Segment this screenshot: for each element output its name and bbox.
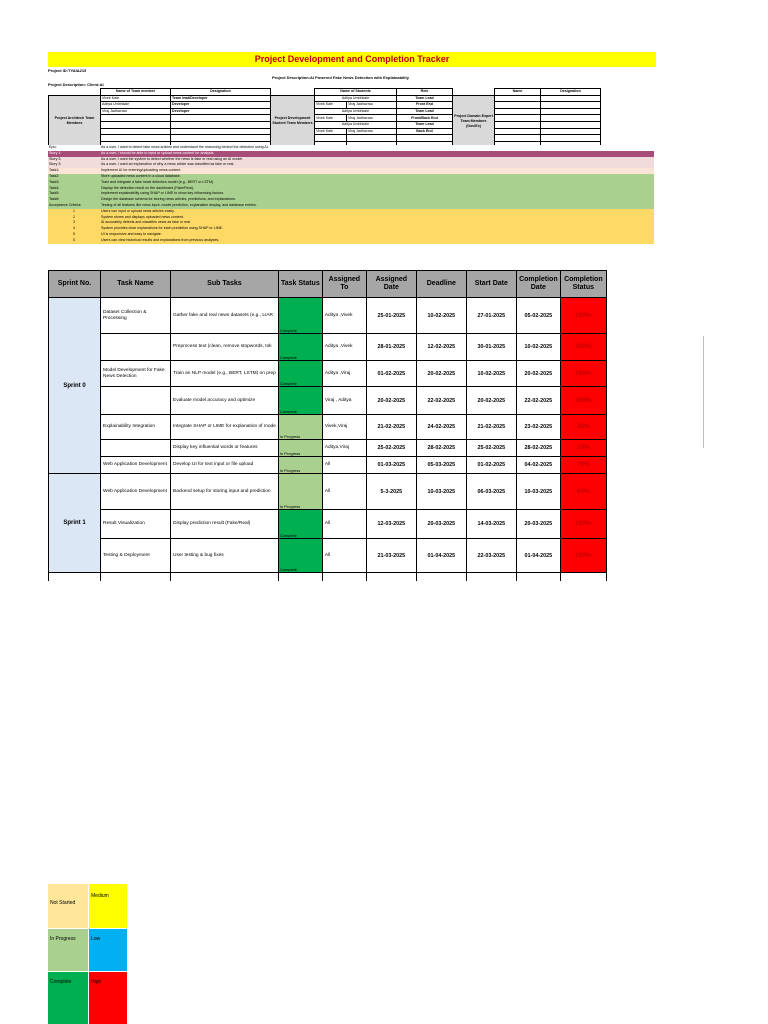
assigned-to: Aditya ,Viraj (322, 361, 366, 387)
divider-line (703, 336, 704, 448)
epic-row-key: Task4: (49, 185, 60, 190)
assigned-to: Aditya ,Vivek (322, 334, 366, 361)
task-name: Explainability Integration (101, 415, 171, 440)
start-date: 27-01-2025 (466, 298, 516, 334)
header-completion-status: Completion Status (560, 271, 606, 298)
expert-designation (541, 128, 601, 135)
student-name: Vivek Kale (315, 102, 347, 109)
empty-cell (171, 573, 279, 581)
team-member-name (101, 115, 171, 122)
start-date: 14-03-2025 (466, 510, 516, 539)
project-id: Project ID:TYAIA215 (48, 68, 87, 73)
assigned-to: All (322, 510, 366, 539)
legend-medium-swatch (89, 884, 127, 928)
student-role: Team Lead (397, 95, 453, 102)
task-status (278, 457, 322, 474)
student-role: Front End (397, 102, 453, 109)
header-designation: Designation (171, 89, 271, 96)
completion-date: 10-03-2025 (516, 474, 560, 510)
task-name (101, 334, 171, 361)
status-label: In Progress (279, 504, 301, 509)
sprint-header-row (49, 271, 607, 298)
assigned-date: 21-02-2025 (366, 415, 416, 440)
team-member-name: Vivek Kale (101, 95, 171, 102)
completion-status: 100% (560, 539, 606, 573)
epic-row-value: Display the detection result on the dashboard (Fake/Real). (101, 185, 194, 190)
deadline: 01-04-2025 (416, 539, 466, 573)
student-name: Aditya Umbhkale (315, 95, 397, 102)
epic-row-value: Store uploaded news content in a cloud database. (101, 174, 181, 178)
epic-row-key: Task2: (49, 174, 60, 178)
status-label: Complete (279, 409, 297, 414)
sprint-label: Sprint 1 (49, 474, 101, 573)
task-status (278, 334, 322, 361)
expert-name (495, 108, 541, 115)
assigned-date: 01-02-2025 (366, 361, 416, 387)
epic-row-key: 5 (73, 232, 75, 236)
sub-task: Develop UI for text input or file upload (171, 457, 279, 474)
team-member-name (101, 128, 171, 135)
epic-row-key: Task6: (49, 197, 60, 202)
task-name: Web Application Development (101, 474, 171, 510)
epic-row-value: Testing of all features like news input, model prediction, explanation display, and database entries. (101, 203, 257, 207)
student-role: Team Lead (397, 121, 453, 128)
student-name: Aditya Umbhkale (315, 108, 397, 115)
assigned-date: 21-03-2025 (366, 539, 416, 573)
legend-complete-label: Complete (50, 979, 72, 985)
header-designation-2: Designation (541, 89, 601, 96)
completion-status: 100% (560, 298, 606, 334)
status-label: Complete (279, 533, 297, 538)
epic-row-value: As a user, I want an explanation of why a news article was classified as fake or real. (101, 162, 235, 167)
empty-cell (416, 573, 466, 581)
status-label: Complete (279, 567, 297, 572)
deadline: 20-03-2025 (416, 510, 466, 539)
assigned-date: 5-3-2025 (366, 474, 416, 510)
completion-status: 100% (560, 361, 606, 387)
deadline: 24-02-2025 (416, 415, 466, 440)
header-assigned-date: Assigned Date (366, 271, 416, 298)
empty-cell (516, 573, 560, 581)
deadline: 22-02-2025 (416, 387, 466, 415)
student-name-2: Viraj Jadhavrao (347, 115, 397, 122)
status-label: Complete (279, 355, 297, 360)
page-title: Project Development and Completion Tracker (48, 52, 656, 67)
epic-row-key: Story 2: (49, 156, 62, 161)
header-role: Role (397, 89, 453, 96)
expert-designation (541, 115, 601, 122)
deadline: 28-02-2025 (416, 440, 466, 457)
table-row (49, 457, 607, 474)
start-date: 10-02-2025 (466, 361, 516, 387)
assigned-to: Viraj , Aditya (322, 387, 366, 415)
legend-medium-label: Medium (91, 893, 109, 899)
epic-row (48, 238, 654, 244)
student-name: Vivek Kale (315, 128, 347, 135)
start-date: 20-02-2025 (466, 387, 516, 415)
completion-date: 10-02-2025 (516, 334, 560, 361)
student-name-2: Viraj Jadhavrao (347, 128, 397, 135)
assigned-date: 25-02-2025 (366, 440, 416, 457)
sub-task: Gather fake and real news datasets (e.g., LIAR (171, 298, 279, 334)
team-member-designation (171, 121, 271, 128)
assigned-to: Aditya,Viraj (322, 440, 366, 457)
header-students: Name of Students (315, 89, 397, 96)
completion-status: 60% (560, 474, 606, 510)
assigned-to: All (322, 457, 366, 474)
expert-name (495, 102, 541, 109)
team-member-designation (171, 128, 271, 135)
completion-status: 100% (560, 387, 606, 415)
assigned-date: 28-01-2025 (366, 334, 416, 361)
status-label: In Progress (279, 468, 301, 473)
header-sub-tasks: Sub Tasks (171, 271, 279, 298)
legend-low-label: Low (91, 936, 101, 942)
header-team-member: Name of Team member (101, 89, 171, 96)
assigned-date: 12-03-2025 (366, 510, 416, 539)
epic-row-value: Users can input or upload news articles easily. (101, 208, 175, 213)
empty-cell (101, 135, 171, 142)
task-name: Model Development for Fake News Detection (101, 361, 171, 387)
epic-row-value: As a user, I should be able to input or upload news content for analysis. (101, 150, 215, 155)
table-row (49, 361, 607, 387)
status-label: In Progress (279, 434, 301, 439)
completion-date: 04-02-2025 (516, 457, 560, 474)
empty-cell (278, 573, 322, 581)
epic-row-key: 3 (73, 220, 75, 225)
empty-row (49, 573, 607, 581)
epic-row-value: As a user, I want to detect fake news articles and understand the reasoning behind the detection using AI. (101, 145, 269, 149)
empty-cell (315, 135, 347, 142)
epic-row-key: Epic: (49, 145, 57, 149)
table-row (49, 539, 607, 573)
sub-task: Backend setup for storing input and prediction (171, 474, 279, 510)
empty-cell (541, 135, 601, 142)
completion-date: 28-02-2025 (516, 440, 560, 457)
deadline: 10-02-2025 (416, 298, 466, 334)
sprint-label: Sprint 0 (49, 298, 101, 474)
epic-row-value: Implement explainability using SHAP or LIME to show key influencing factors. (101, 191, 225, 196)
epic-row-value: Train and integrate a fake news detection model (e.g., BERT or LSTM). (101, 179, 215, 184)
status-label: In Progress (279, 451, 301, 456)
team-member-name: Aditya Umbhkale (101, 102, 171, 109)
sub-task: Train an NLP model (e.g., BERT, LSTM) on prep (171, 361, 279, 387)
student-name-2: Viraj Jadhavrao (347, 102, 397, 109)
team-member-designation: Developer (171, 102, 271, 109)
student-name: Vivek Kale (315, 115, 347, 122)
start-date: 22-03-2025 (466, 539, 516, 573)
task-status (278, 510, 322, 539)
header-deadline: Deadline (416, 271, 466, 298)
deadline: 05-03-2025 (416, 457, 466, 474)
completion-status: 10% (560, 440, 606, 457)
deadline: 20-02-2025 (416, 361, 466, 387)
completion-date: 22-02-2025 (516, 387, 560, 415)
header-start-date: Start Date (466, 271, 516, 298)
epic-row-value: Design the database schema for storing news articles, predictions, and explanations. (101, 197, 236, 202)
expert-name (495, 121, 541, 128)
epic-row-value: System stores and displays uploaded news content. (101, 214, 184, 219)
table-row (49, 298, 607, 334)
team-member-name: Viraj Jadhavrao (101, 108, 171, 115)
assigned-date: 25-01-2025 (366, 298, 416, 334)
team-member-name (101, 121, 171, 128)
table-row (49, 387, 607, 415)
sub-task: Evaluate model accuracy and optimize (171, 387, 279, 415)
empty-cell (347, 135, 397, 142)
sub-task: Preprocess text (clean, remove stopwords, tok (171, 334, 279, 361)
assigned-to: Aditya ,Vivek (322, 298, 366, 334)
epic-row-key: 4 (73, 226, 75, 231)
completion-date: 01-04-2025 (516, 539, 560, 573)
sub-task: Integrate SHAP or LIME for explanation of mode (171, 415, 279, 440)
completion-status: 30% (560, 415, 606, 440)
sub-task: User testing & bug fixes (171, 539, 279, 573)
student-name: Aditya Umbhkale (315, 121, 397, 128)
epic-row-value: As a user, I want the system to detect whether the news is fake or real using an AI model. (101, 156, 244, 161)
student-role: Back End (397, 128, 453, 135)
expert-designation (541, 95, 601, 102)
sub-task: Display prediction result (Fake/Real) (171, 510, 279, 539)
header-name: Name (495, 89, 541, 96)
completion-date: 05-02-2025 (516, 298, 560, 334)
task-status (278, 539, 322, 573)
completion-date: 20-02-2025 (516, 361, 560, 387)
assigned-to: All (322, 539, 366, 573)
sub-task: Display key influential words or features (171, 440, 279, 457)
epic-row-value: Users can view historical results and explanations from previous analyses. (101, 237, 220, 242)
epic-row-key: Acceptance Criteria: (49, 203, 82, 207)
expert-designation (541, 102, 601, 109)
empty-cell (397, 135, 453, 142)
header-task-name: Task Name (101, 271, 171, 298)
student-team-label: Project Development Student Team Members (271, 95, 315, 148)
task-status (278, 415, 322, 440)
header-task-status: Task Status (278, 271, 322, 298)
table-row (49, 415, 607, 440)
completion-date: 20-03-2025 (516, 510, 560, 539)
empty-cell (466, 573, 516, 581)
epic-row-key: 5 (73, 237, 75, 242)
start-date: 06-03-2025 (466, 474, 516, 510)
expert-name (495, 115, 541, 122)
team-member-designation: Developer (171, 108, 271, 115)
expert-designation (541, 121, 601, 128)
epic-row-key: Task3: (49, 179, 60, 184)
task-status (278, 298, 322, 334)
empty-cell (49, 573, 101, 581)
header-assigned-to: Assigned To (322, 271, 366, 298)
status-label: Complete (279, 328, 297, 333)
legend-high-label: High (91, 979, 102, 985)
table-row (49, 440, 607, 457)
completion-status: 70% (560, 457, 606, 474)
architect-team-label: Project Architech Team Members (49, 95, 101, 148)
completion-status: 100% (560, 334, 606, 361)
epic-row-value: System provides clear explanations for each prediction using SHAP or LIME. (101, 226, 223, 231)
epic-row-value: Implement UI for entering/uploading news content. (101, 168, 182, 173)
empty-cell (322, 573, 366, 581)
start-date: 30-01-2025 (466, 334, 516, 361)
student-role: Front/Back End (397, 115, 453, 122)
epic-row-key: Task1: (49, 168, 60, 173)
expert-designation (541, 108, 601, 115)
table-row (49, 474, 607, 510)
start-date: 01-02-2025 (466, 457, 516, 474)
legend-in-progress-label: In Progress (50, 936, 76, 942)
task-status (278, 440, 322, 457)
epic-row-key: 2 (73, 214, 75, 219)
assigned-to: Vivek,Viraj (322, 415, 366, 440)
assigned-date: 01-03-2025 (366, 457, 416, 474)
sprint-table (48, 270, 607, 581)
task-name (101, 387, 171, 415)
team-member-designation: Team lead/Developer (171, 95, 271, 102)
epic-row-value: UI is responsive and easy to navigate. (101, 232, 162, 236)
task-status (278, 387, 322, 415)
task-name (101, 440, 171, 457)
team-member-designation (171, 115, 271, 122)
project-description-center: Project Description:AI Powered Fake News Detection with Explainability (272, 75, 409, 80)
task-name: Web Application Development (101, 457, 171, 474)
empty-cell (171, 135, 271, 142)
empty-cell (560, 573, 606, 581)
table-row (49, 334, 607, 361)
deadline: 10-03-2025 (416, 474, 466, 510)
task-name: Result Visualization (101, 510, 171, 539)
task-name: Testing & Deployment (101, 539, 171, 573)
task-status (278, 474, 322, 510)
start-date: 25-02-2025 (466, 440, 516, 457)
empty-cell (101, 573, 171, 581)
assigned-to: All (322, 474, 366, 510)
epic-row-key: 1 (73, 208, 75, 213)
assigned-date: 20-02-2025 (366, 387, 416, 415)
legend-not-started-swatch (48, 884, 88, 928)
task-status (278, 361, 322, 387)
status-label: Complete (279, 381, 297, 386)
completion-date: 23-02-2025 (516, 415, 560, 440)
table-row (49, 510, 607, 539)
empty-cell (495, 135, 541, 142)
student-role: Team Lead (397, 108, 453, 115)
project-description-left: Project Description: Client:AI (48, 82, 104, 87)
empty-cell (366, 573, 416, 581)
team-table (48, 88, 669, 148)
header-completion-date: Completion Date (516, 271, 560, 298)
deadline: 12-02-2025 (416, 334, 466, 361)
epic-row-key: Story 1: (49, 150, 62, 155)
task-name: Dataset Collection & Processing (101, 298, 171, 334)
start-date: 21-02-2025 (466, 415, 516, 440)
epic-row-value: AI accurately detects and classifies news as fake or real. (101, 220, 192, 225)
legend-not-started-label: Not Started (50, 900, 76, 906)
expert-name (495, 95, 541, 102)
epic-row-key: Story 3: (49, 162, 62, 167)
completion-status: 100% (560, 510, 606, 539)
domain-expert-label: Project Domain Expert Team Members (Gov/Ex) (453, 95, 495, 148)
epic-row-key: Task5: (49, 191, 60, 196)
expert-name (495, 128, 541, 135)
header-sprint-no: Sprint No. (49, 271, 101, 298)
